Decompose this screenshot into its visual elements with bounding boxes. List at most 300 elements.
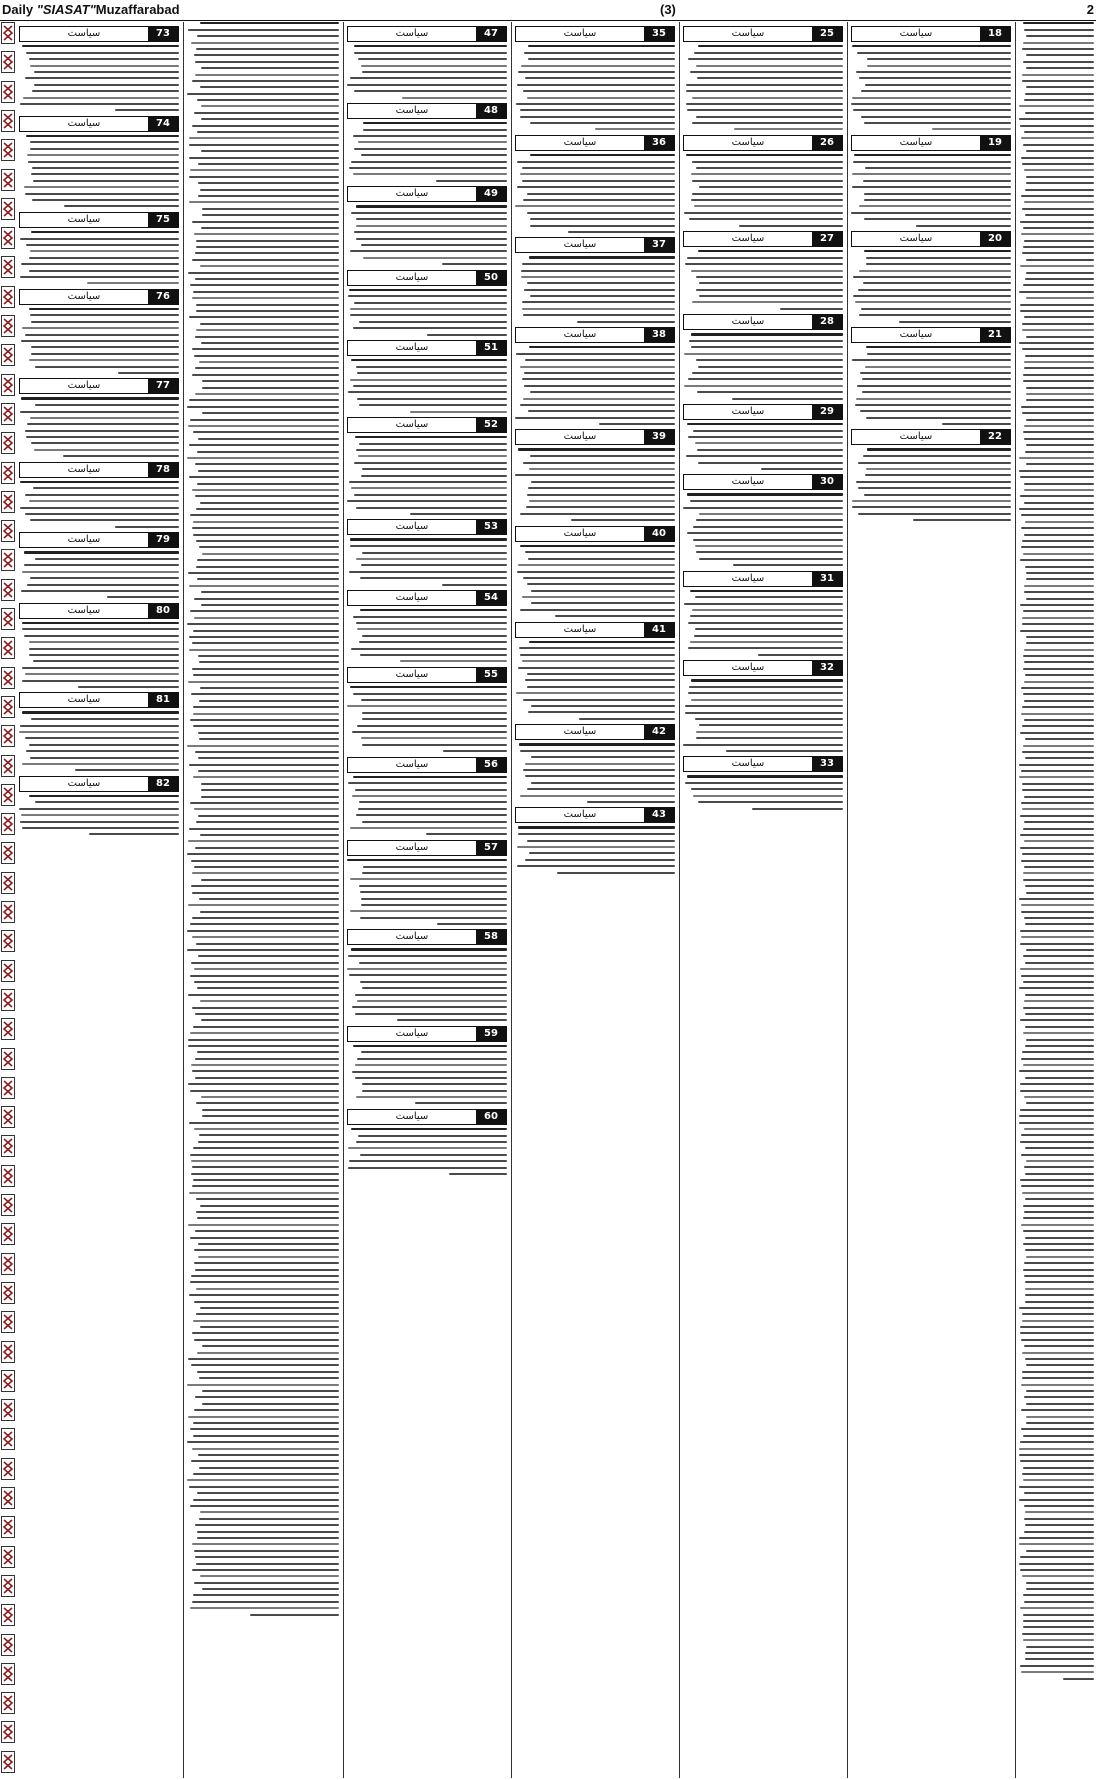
- text-line: [359, 885, 507, 887]
- text-line: [201, 591, 339, 593]
- text-line: [35, 366, 179, 368]
- text-line: [862, 391, 1011, 393]
- text-line: [29, 744, 179, 746]
- text-line: [1023, 1032, 1094, 1034]
- text-line: [1023, 1007, 1094, 1009]
- text-line: [202, 412, 339, 414]
- article-number: 51: [476, 341, 506, 355]
- text-line: [1025, 1077, 1094, 1079]
- article-label: سیاست: [67, 28, 101, 39]
- text-line: [362, 872, 507, 874]
- article-label: سیاست: [395, 841, 429, 853]
- ornament-icon: [1, 1223, 15, 1245]
- text-line: [866, 468, 1011, 470]
- text-line: [517, 186, 675, 188]
- text-line: [1023, 1205, 1094, 1207]
- article-label: سیاست: [563, 239, 597, 251]
- text-line: [858, 487, 1011, 489]
- text-line: [347, 705, 507, 707]
- article-heading: [347, 840, 507, 856]
- text-line: [520, 366, 675, 368]
- text-line: [1024, 29, 1094, 31]
- text-line: [22, 327, 179, 329]
- text-line: [194, 54, 339, 56]
- text-line: [357, 1058, 507, 1060]
- text-line: [194, 233, 339, 235]
- text-line: [202, 387, 339, 389]
- text-line: [1019, 470, 1094, 472]
- text-line: [1020, 310, 1094, 312]
- text-line: [853, 109, 1011, 111]
- article-number: 52: [476, 418, 506, 432]
- text-line: [350, 250, 507, 252]
- text-line: [1023, 655, 1094, 657]
- text-line: [196, 310, 339, 312]
- ornament-icon: [1, 1370, 15, 1392]
- text-line: [691, 346, 843, 348]
- text-line: [354, 52, 507, 54]
- text-line: [361, 737, 507, 739]
- article-number: 18: [980, 27, 1010, 41]
- text-line: [684, 385, 843, 387]
- text-line: [523, 769, 675, 771]
- text-line: [197, 1352, 339, 1354]
- text-line: [691, 788, 843, 790]
- text-line: [354, 45, 507, 47]
- text-line: [353, 1045, 507, 1047]
- text-line: [22, 45, 179, 47]
- text-line: [1024, 591, 1094, 593]
- text-line: [696, 551, 843, 553]
- text-line: [780, 308, 843, 310]
- text-line: [25, 430, 179, 432]
- text-line: [1021, 770, 1094, 772]
- text-line: [198, 732, 339, 734]
- text-line: [33, 180, 179, 182]
- text-line: [20, 725, 179, 727]
- text-line: [201, 67, 339, 69]
- article-heading: [347, 929, 507, 945]
- text-line: [693, 795, 843, 797]
- article-heading: [683, 231, 843, 247]
- text-line: [201, 604, 339, 606]
- text-line: [250, 1614, 339, 1616]
- text-line: [599, 423, 675, 425]
- text-line: [696, 289, 843, 291]
- article-label: سیاست: [395, 28, 429, 39]
- text-line: [528, 45, 675, 47]
- text-line: [518, 826, 675, 828]
- text-line: [195, 252, 339, 254]
- text-line: [1023, 610, 1094, 612]
- text-line: [1022, 808, 1094, 810]
- text-line: [1023, 693, 1094, 695]
- text-line: [191, 42, 339, 44]
- text-line: [1025, 1511, 1094, 1513]
- text-line: [361, 65, 507, 67]
- text-line: [1024, 169, 1094, 171]
- text-line: [1023, 1230, 1094, 1232]
- text-line: [191, 1064, 339, 1066]
- text-line: [1025, 1652, 1094, 1654]
- article-label: سیاست: [731, 758, 765, 770]
- text-line: [691, 199, 843, 201]
- text-line: [362, 987, 507, 989]
- text-line: [530, 391, 675, 393]
- text-line: [192, 1166, 339, 1168]
- text-line: [683, 744, 843, 746]
- ornament-icon: [1, 198, 15, 220]
- text-line: [198, 1256, 339, 1258]
- text-line: [1021, 406, 1094, 408]
- text-line: [200, 323, 339, 325]
- text-line: [199, 361, 339, 363]
- text-line: [1020, 304, 1094, 306]
- text-line: [351, 487, 507, 489]
- text-line: [1025, 962, 1094, 964]
- text-line: [529, 641, 675, 643]
- text-line: [526, 506, 675, 508]
- text-line: [568, 231, 675, 233]
- text-line: [195, 1524, 339, 1526]
- text-line: [353, 693, 507, 695]
- text-line: [1026, 1403, 1094, 1405]
- text-line: [1024, 661, 1094, 663]
- text-line: [856, 398, 1011, 400]
- text-line: [852, 506, 1011, 508]
- text-line: [1023, 61, 1094, 63]
- text-line: [202, 1403, 339, 1405]
- text-line: [555, 615, 675, 617]
- text-line: [188, 840, 339, 842]
- ornament-icon: [1, 1135, 15, 1157]
- text-line: [1026, 1160, 1094, 1162]
- text-line: [696, 731, 843, 733]
- text-line: [752, 808, 843, 810]
- text-line: [690, 500, 843, 502]
- text-line: [196, 1313, 339, 1315]
- text-line: [1021, 1671, 1094, 1673]
- text-line: [1026, 419, 1094, 421]
- text-line: [24, 635, 179, 637]
- text-line: [1025, 1249, 1094, 1251]
- article-label: سیاست: [731, 405, 765, 417]
- text-line: [202, 553, 339, 555]
- text-line: [557, 872, 675, 874]
- text-line: [1026, 272, 1094, 274]
- article-label: سیاست: [67, 290, 101, 302]
- text-line: [1023, 1639, 1094, 1641]
- ornament-icon: [1, 930, 15, 952]
- article-number: 19: [980, 136, 1010, 150]
- text-line: [33, 660, 179, 662]
- page-number: (3): [660, 2, 676, 17]
- text-line: [29, 257, 179, 259]
- text-line: [442, 263, 507, 265]
- article-heading: [19, 289, 179, 305]
- text-line: [530, 225, 675, 227]
- text-line: [355, 1077, 507, 1079]
- text-line: [195, 495, 339, 497]
- text-line: [348, 782, 507, 784]
- text-line: [191, 1173, 339, 1175]
- text-line: [1020, 834, 1094, 836]
- text-line: [34, 449, 179, 451]
- text-line: [1024, 1492, 1094, 1494]
- text-line: [195, 463, 339, 465]
- ornament-icon: [1, 842, 15, 864]
- column-5: [19, 22, 179, 1778]
- text-line: [358, 1135, 507, 1137]
- text-line: [200, 911, 339, 913]
- text-line: [1020, 732, 1094, 734]
- article-label: سیاست: [395, 1110, 429, 1122]
- text-line: [696, 65, 843, 67]
- ornament-icon: [1, 1341, 15, 1363]
- text-line: [195, 278, 339, 280]
- text-line: [1025, 1013, 1094, 1015]
- text-line: [688, 647, 843, 649]
- text-line: [189, 1486, 339, 1488]
- ornament-icon: [1, 1516, 15, 1538]
- text-line: [1025, 189, 1094, 191]
- text-line: [193, 1422, 339, 1424]
- text-line: [24, 551, 179, 553]
- text-line: [198, 955, 339, 957]
- article-number: 60: [476, 1110, 506, 1124]
- article-heading: [347, 103, 507, 119]
- text-line: [1021, 514, 1094, 516]
- text-line: [192, 668, 339, 670]
- text-line: [1020, 604, 1094, 606]
- text-line: [1026, 463, 1094, 465]
- text-line: [25, 334, 179, 336]
- text-line: [20, 481, 179, 483]
- article-number: 55: [476, 668, 506, 682]
- text-line: [195, 1269, 339, 1271]
- text-line: [530, 295, 675, 297]
- text-line: [355, 994, 507, 996]
- text-line: [1021, 233, 1094, 235]
- article-number: 32: [812, 661, 842, 675]
- text-line: [1026, 598, 1094, 600]
- ornament-icon: [1, 608, 15, 630]
- text-line: [359, 962, 507, 964]
- article-heading: [683, 571, 843, 587]
- text-line: [685, 782, 843, 784]
- text-line: [530, 218, 675, 220]
- text-line: [357, 628, 507, 630]
- text-line: [865, 366, 1011, 368]
- article-number: 43: [644, 808, 674, 822]
- text-line: [354, 231, 507, 233]
- text-line: [856, 71, 1011, 73]
- text-line: [1023, 879, 1094, 881]
- text-line: [859, 270, 1011, 272]
- text-line: [351, 948, 507, 950]
- text-line: [1026, 642, 1094, 644]
- text-line: [193, 521, 339, 523]
- text-line: [1025, 757, 1094, 759]
- text-line: [353, 616, 507, 618]
- text-line: [26, 52, 179, 54]
- text-line: [1024, 649, 1094, 651]
- article-number: 80: [148, 604, 178, 618]
- text-line: [196, 566, 339, 568]
- text-line: [861, 90, 1011, 92]
- text-line: [192, 892, 339, 894]
- text-line: [521, 270, 675, 272]
- text-line: [201, 879, 339, 881]
- article-number: 22: [980, 430, 1010, 444]
- article-label: سیاست: [563, 623, 597, 635]
- text-line: [694, 635, 843, 637]
- text-line: [1024, 1262, 1094, 1264]
- text-line: [30, 519, 179, 521]
- text-line: [354, 462, 507, 464]
- text-line: [523, 314, 675, 316]
- article-label: سیاست: [563, 527, 597, 539]
- text-line: [685, 712, 843, 714]
- text-line: [194, 1550, 339, 1552]
- text-line: [1026, 393, 1094, 395]
- text-line: [1026, 336, 1094, 338]
- ornament-icon: [1, 755, 15, 777]
- text-line: [196, 304, 339, 306]
- article-number: 82: [148, 777, 178, 791]
- text-line: [199, 1467, 339, 1469]
- text-line: [1023, 981, 1094, 983]
- article-number: 49: [476, 187, 506, 201]
- text-line: [357, 398, 507, 400]
- ornament-icon: [1, 1165, 15, 1187]
- article-heading: [19, 532, 179, 548]
- text-line: [63, 455, 179, 457]
- text-line: [1024, 585, 1094, 587]
- text-line: [692, 372, 843, 374]
- text-line: [1021, 157, 1094, 159]
- text-line: [189, 585, 339, 587]
- text-line: [190, 1032, 339, 1034]
- article-heading: [19, 212, 179, 228]
- text-line: [1021, 687, 1094, 689]
- text-line: [195, 1230, 339, 1232]
- text-line: [686, 90, 843, 92]
- text-line: [1019, 1499, 1094, 1501]
- text-line: [188, 425, 339, 427]
- text-line: [1020, 1607, 1094, 1609]
- text-line: [519, 647, 675, 649]
- text-line: [1022, 706, 1094, 708]
- article-label: سیاست: [563, 136, 597, 148]
- text-line: [410, 513, 507, 515]
- article-heading: [515, 807, 675, 823]
- text-line: [193, 1179, 339, 1181]
- text-line: [1025, 1045, 1094, 1047]
- text-line: [1025, 93, 1094, 95]
- text-line: [188, 1416, 339, 1418]
- article-number: 58: [476, 930, 506, 944]
- text-line: [1022, 412, 1094, 414]
- text-line: [858, 289, 1011, 291]
- text-line: [1020, 847, 1094, 849]
- text-line: [1025, 1147, 1094, 1149]
- text-line: [1022, 853, 1094, 855]
- text-line: [1023, 1269, 1094, 1271]
- text-line: [520, 750, 675, 752]
- text-line: [1021, 713, 1094, 715]
- article-number: 28: [812, 315, 842, 329]
- text-line: [197, 1531, 339, 1533]
- text-line: [852, 97, 1011, 99]
- text-line: [189, 1294, 339, 1296]
- text-line: [437, 923, 507, 925]
- text-line: [691, 333, 843, 335]
- text-line: [1021, 802, 1094, 804]
- text-line: [692, 609, 843, 611]
- article-heading: [19, 26, 179, 42]
- text-line: [29, 641, 179, 643]
- text-line: [201, 796, 339, 798]
- city-label: Muzaffarabad: [95, 2, 180, 17]
- text-line: [1019, 291, 1094, 293]
- text-line: [197, 1537, 339, 1539]
- text-line: [64, 205, 179, 207]
- text-line: [527, 193, 675, 195]
- text-line: [355, 436, 507, 438]
- text-line: [202, 1109, 339, 1111]
- text-line: [693, 526, 843, 528]
- text-line: [1024, 1096, 1094, 1098]
- text-line: [687, 493, 843, 495]
- text-line: [189, 828, 339, 830]
- text-line: [193, 1026, 339, 1028]
- text-line: [190, 1281, 339, 1283]
- text-line: [1021, 1224, 1094, 1226]
- ornament-icon: [1, 989, 15, 1011]
- text-line: [190, 1237, 339, 1239]
- text-line: [192, 221, 339, 223]
- text-line: [349, 481, 507, 483]
- text-line: [1023, 1626, 1094, 1628]
- text-line: [190, 419, 339, 421]
- daily-label: Daily: [2, 2, 34, 17]
- text-line: [732, 398, 843, 400]
- text-line: [192, 1569, 339, 1571]
- text-line: [1025, 1288, 1094, 1290]
- text-line: [30, 141, 179, 143]
- text-line: [197, 1492, 339, 1494]
- article-heading: [851, 231, 1011, 247]
- ornament-icon: [1, 1721, 15, 1743]
- text-line: [761, 468, 843, 470]
- article-heading: [851, 26, 1011, 42]
- text-line: [443, 750, 507, 752]
- text-line: [699, 513, 843, 515]
- article-heading: [515, 327, 675, 343]
- text-line: [362, 552, 507, 554]
- text-line: [523, 699, 675, 701]
- ornament-icon: [1, 637, 15, 659]
- text-line: [522, 180, 675, 182]
- text-line: [1025, 1026, 1094, 1028]
- text-line: [863, 282, 1011, 284]
- text-line: [692, 161, 843, 163]
- text-line: [192, 80, 339, 82]
- text-line: [860, 372, 1011, 374]
- text-line: [195, 1396, 339, 1398]
- text-line: [684, 212, 843, 214]
